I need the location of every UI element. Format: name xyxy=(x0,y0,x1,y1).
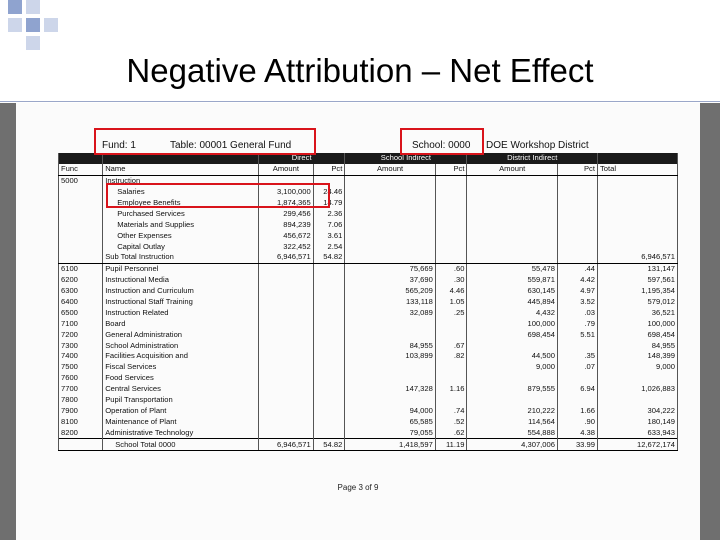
school-pct-cell: .60 xyxy=(435,263,467,274)
direct-pct-cell: 24.46 xyxy=(313,187,345,198)
total-cell xyxy=(597,187,677,198)
func-cell xyxy=(59,208,103,219)
table-row xyxy=(59,286,678,297)
school-pct-cell xyxy=(435,208,467,219)
school-pct-cell: .82 xyxy=(435,351,467,362)
direct-pct-cell: 2.54 xyxy=(313,241,345,252)
direct-pct-cell: 54.82 xyxy=(313,252,345,263)
func-cell xyxy=(59,230,103,241)
func-cell xyxy=(59,252,103,263)
name-cell: Pupil Personnel xyxy=(103,263,259,274)
total-cell: 100,000 xyxy=(597,318,677,329)
district-amount-cell xyxy=(467,230,558,241)
name-cell: Purchased Services xyxy=(103,208,259,219)
direct-amount-cell xyxy=(259,427,314,438)
direct-pct-cell: 54.82 xyxy=(313,439,345,451)
table-row xyxy=(59,318,678,329)
direct-amount-cell xyxy=(259,373,314,384)
total-cell: 304,222 xyxy=(597,405,677,416)
district-pct-cell xyxy=(557,198,597,209)
district-name: DOE Workshop District xyxy=(486,140,589,151)
direct-amount-cell xyxy=(259,416,314,427)
table-row xyxy=(59,275,678,286)
district-pct-cell: 33.99 xyxy=(557,439,597,451)
func-cell: 7600 xyxy=(59,373,103,384)
school-pct-cell: .67 xyxy=(435,340,467,351)
table-row xyxy=(59,219,678,230)
school-pct-cell: .74 xyxy=(435,405,467,416)
school-amount-cell: 565,209 xyxy=(345,286,436,297)
table-row xyxy=(59,351,678,362)
name-cell: Board xyxy=(103,318,259,329)
direct-amount-cell xyxy=(259,263,314,274)
total-cell: 597,561 xyxy=(597,275,677,286)
direct-pct-cell xyxy=(313,351,345,362)
total-cell xyxy=(597,230,677,241)
district-pct-cell xyxy=(557,219,597,230)
name-cell: Salaries xyxy=(103,187,259,198)
total-cell xyxy=(597,198,677,209)
direct-pct-cell: 3.61 xyxy=(313,230,345,241)
func-cell: 7900 xyxy=(59,405,103,416)
school-pct-cell xyxy=(435,362,467,373)
col-name: Name xyxy=(103,164,259,175)
district-amount-cell: 100,000 xyxy=(467,318,558,329)
func-cell: 7500 xyxy=(59,362,103,373)
total-cell: 180,149 xyxy=(597,416,677,427)
direct-pct-cell xyxy=(313,340,345,351)
direct-amount-cell: 1,874,365 xyxy=(259,198,314,209)
title-rule xyxy=(0,101,720,102)
district-pct-cell xyxy=(557,208,597,219)
district-pct-cell: .35 xyxy=(557,351,597,362)
school-pct-cell xyxy=(435,373,467,384)
table-row xyxy=(59,263,678,274)
school-amount-cell: 133,118 xyxy=(345,297,436,308)
district-pct-cell: 3.52 xyxy=(557,297,597,308)
name-cell: Sub Total Instruction xyxy=(103,252,259,263)
school-amount-cell: 32,089 xyxy=(345,307,436,318)
func-cell xyxy=(59,187,103,198)
name-cell: Facilities Acquisition and xyxy=(103,351,259,362)
school-amount-cell xyxy=(345,241,436,252)
deco-square xyxy=(26,18,40,32)
district-amount-cell xyxy=(467,395,558,406)
district-amount-cell: 114,564 xyxy=(467,416,558,427)
table-row xyxy=(59,427,678,438)
district-pct-cell: 1.66 xyxy=(557,405,597,416)
direct-pct-cell xyxy=(313,395,345,406)
table-row xyxy=(59,439,678,451)
name-cell: Instruction Related xyxy=(103,307,259,318)
school-pct-cell xyxy=(435,329,467,340)
func-cell: 6300 xyxy=(59,286,103,297)
school-amount-cell xyxy=(345,362,436,373)
table-row xyxy=(59,416,678,427)
func-cell: 8200 xyxy=(59,427,103,438)
func-cell: 6100 xyxy=(59,263,103,274)
col-direct-pct: Pct xyxy=(313,164,345,175)
direct-amount-cell: 322,452 xyxy=(259,241,314,252)
total-cell: 1,026,883 xyxy=(597,384,677,395)
school-pct-cell xyxy=(435,187,467,198)
fund-label: Fund: 1 xyxy=(102,140,136,151)
school-pct-cell xyxy=(435,175,467,186)
func-cell: 7400 xyxy=(59,351,103,362)
district-pct-cell: 5.51 xyxy=(557,329,597,340)
slide-title: Negative Attribution – Net Effect xyxy=(126,52,594,89)
school-pct-cell xyxy=(435,318,467,329)
table-row xyxy=(59,340,678,351)
district-pct-cell: .44 xyxy=(557,263,597,274)
name-cell: Materials and Supplies xyxy=(103,219,259,230)
school-amount-cell xyxy=(345,219,436,230)
district-amount-cell: 44,500 xyxy=(467,351,558,362)
school-pct-cell xyxy=(435,241,467,252)
col-school-amount: Amount xyxy=(345,164,436,175)
direct-pct-cell xyxy=(313,286,345,297)
direct-pct-cell xyxy=(313,362,345,373)
name-cell: General Administration xyxy=(103,329,259,340)
total-cell: 9,000 xyxy=(597,362,677,373)
name-cell: Other Expenses xyxy=(103,230,259,241)
name-cell: Food Services xyxy=(103,373,259,384)
direct-amount-cell xyxy=(259,275,314,286)
table-row xyxy=(59,241,678,252)
school-pct-cell: 11.19 xyxy=(435,439,467,451)
highlight-fund-table xyxy=(94,128,316,155)
district-pct-cell xyxy=(557,230,597,241)
total-cell: 698,454 xyxy=(597,329,677,340)
school-amount-cell xyxy=(345,208,436,219)
func-cell: 6400 xyxy=(59,297,103,308)
direct-pct-cell xyxy=(313,275,345,286)
direct-amount-cell xyxy=(259,297,314,308)
district-pct-cell: .03 xyxy=(557,307,597,318)
name-cell: Fiscal Services xyxy=(103,362,259,373)
district-amount-cell xyxy=(467,187,558,198)
direct-amount-cell: 6,946,571 xyxy=(259,439,314,451)
district-pct-cell xyxy=(557,175,597,186)
direct-amount-cell: 3,100,000 xyxy=(259,187,314,198)
table-row xyxy=(59,297,678,308)
name-cell: Employee Benefits xyxy=(103,198,259,209)
col-total: Total xyxy=(597,164,677,175)
total-cell: 148,399 xyxy=(597,351,677,362)
school-pct-cell xyxy=(435,252,467,263)
district-amount-cell xyxy=(467,198,558,209)
total-cell xyxy=(597,219,677,230)
func-cell: 7300 xyxy=(59,340,103,351)
school-amount-cell: 79,055 xyxy=(345,427,436,438)
highlight-salaries xyxy=(106,183,330,208)
school-amount-cell: 147,328 xyxy=(345,384,436,395)
school-pct-cell: .30 xyxy=(435,275,467,286)
school-pct-cell: .62 xyxy=(435,427,467,438)
direct-pct-cell xyxy=(313,263,345,274)
school-amount-cell xyxy=(345,252,436,263)
direct-amount-cell xyxy=(259,362,314,373)
total-cell xyxy=(597,241,677,252)
district-amount-cell xyxy=(467,175,558,186)
direct-pct-cell xyxy=(313,329,345,340)
direct-pct-cell: 2.36 xyxy=(313,208,345,219)
col-district-pct: Pct xyxy=(557,164,597,175)
table-row xyxy=(59,230,678,241)
deco-square xyxy=(8,0,22,14)
direct-pct-cell xyxy=(313,318,345,329)
direct-amount-cell xyxy=(259,318,314,329)
table-row xyxy=(59,373,678,384)
district-pct-cell: .07 xyxy=(557,362,597,373)
table-row xyxy=(59,307,678,318)
report-page xyxy=(16,103,700,540)
func-cell: 7100 xyxy=(59,318,103,329)
col-district-amount: Amount xyxy=(467,164,558,175)
func-cell xyxy=(59,219,103,230)
direct-amount-cell xyxy=(259,405,314,416)
name-cell: Instructional Media xyxy=(103,275,259,286)
name-cell: Maintenance of Plant xyxy=(103,416,259,427)
func-cell xyxy=(59,439,103,451)
total-cell: 36,521 xyxy=(597,307,677,318)
total-cell xyxy=(597,395,677,406)
total-cell xyxy=(597,175,677,186)
table-row xyxy=(59,362,678,373)
school-amount-cell: 1,418,597 xyxy=(345,439,436,451)
school-amount-cell xyxy=(345,230,436,241)
deco-square xyxy=(26,36,40,50)
direct-pct-cell: 14.79 xyxy=(313,198,345,209)
func-cell: 6500 xyxy=(59,307,103,318)
district-pct-cell: .90 xyxy=(557,416,597,427)
page-number: Page 3 of 9 xyxy=(337,483,379,492)
school-amount-cell xyxy=(345,198,436,209)
table-row xyxy=(59,329,678,340)
deco-square xyxy=(8,18,22,32)
school-amount-cell: 75,669 xyxy=(345,263,436,274)
direct-amount-cell xyxy=(259,307,314,318)
school-amount-cell xyxy=(345,318,436,329)
district-amount-cell xyxy=(467,241,558,252)
direct-amount-cell: 894,239 xyxy=(259,219,314,230)
school-amount-cell: 65,585 xyxy=(345,416,436,427)
school-amount-cell xyxy=(345,373,436,384)
total-cell: 633,943 xyxy=(597,427,677,438)
district-pct-cell: .79 xyxy=(557,318,597,329)
direct-pct-cell: 7.06 xyxy=(313,219,345,230)
direct-pct-cell xyxy=(313,384,345,395)
school-amount-cell: 84,955 xyxy=(345,340,436,351)
func-cell: 7700 xyxy=(59,384,103,395)
table-row xyxy=(59,208,678,219)
table-row xyxy=(59,395,678,406)
table-row xyxy=(59,405,678,416)
name-cell: Pupil Transportation xyxy=(103,395,259,406)
school-pct-cell: 1.05 xyxy=(435,297,467,308)
direct-amount-cell: 456,672 xyxy=(259,230,314,241)
name-cell: Instruction and Curriculum xyxy=(103,286,259,297)
table-row xyxy=(59,252,678,263)
func-cell: 8100 xyxy=(59,416,103,427)
direct-amount-cell: 299,456 xyxy=(259,208,314,219)
total-cell: 12,672,174 xyxy=(597,439,677,451)
district-pct-cell: 4.38 xyxy=(557,427,597,438)
district-amount-cell: 4,432 xyxy=(467,307,558,318)
district-pct-cell xyxy=(557,373,597,384)
school-amount-cell: 103,899 xyxy=(345,351,436,362)
district-amount-cell: 554,888 xyxy=(467,427,558,438)
district-amount-cell: 55,478 xyxy=(467,263,558,274)
direct-amount-cell xyxy=(259,395,314,406)
func-cell: 6200 xyxy=(59,275,103,286)
direct-amount-cell: 6,946,571 xyxy=(259,252,314,263)
total-cell: 131,147 xyxy=(597,263,677,274)
district-amount-cell xyxy=(467,208,558,219)
func-cell: 7800 xyxy=(59,395,103,406)
district-pct-cell: 4.97 xyxy=(557,286,597,297)
school-amount-cell xyxy=(345,329,436,340)
col-direct-amount: Amount xyxy=(259,164,314,175)
district-pct-cell xyxy=(557,340,597,351)
school-label: School: 0000 xyxy=(412,140,471,151)
district-amount-cell xyxy=(467,373,558,384)
func-cell xyxy=(59,241,103,252)
total-cell: 579,012 xyxy=(597,297,677,308)
district-amount-cell xyxy=(467,219,558,230)
district-pct-cell xyxy=(557,252,597,263)
name-cell: School Administration xyxy=(103,340,259,351)
direct-pct-cell xyxy=(313,297,345,308)
district-amount-cell: 630,145 xyxy=(467,286,558,297)
direct-pct-cell xyxy=(313,373,345,384)
district-amount-cell: 210,222 xyxy=(467,405,558,416)
name-cell: Instructional Staff Training xyxy=(103,297,259,308)
school-amount-cell: 37,690 xyxy=(345,275,436,286)
name-cell: Central Services xyxy=(103,384,259,395)
district-amount-cell: 559,871 xyxy=(467,275,558,286)
district-indirect-header: District Indirect xyxy=(467,153,598,164)
col-school-pct: Pct xyxy=(435,164,467,175)
total-cell: 6,946,571 xyxy=(597,252,677,263)
direct-amount-cell xyxy=(259,340,314,351)
column-header-row xyxy=(59,164,678,175)
name-cell: Instruction xyxy=(103,175,259,186)
school-amount-cell xyxy=(345,175,436,186)
direct-amount-cell xyxy=(259,351,314,362)
total-cell xyxy=(597,373,677,384)
direct-header: Direct xyxy=(259,153,345,164)
name-cell: Capital Outlay xyxy=(103,241,259,252)
district-amount-cell xyxy=(467,340,558,351)
func-cell: 7200 xyxy=(59,329,103,340)
name-cell: Administrative Technology xyxy=(103,427,259,438)
district-pct-cell: 4.42 xyxy=(557,275,597,286)
direct-pct-cell xyxy=(313,307,345,318)
school-pct-cell: 1.16 xyxy=(435,384,467,395)
district-pct-cell xyxy=(557,395,597,406)
direct-pct-cell xyxy=(313,416,345,427)
school-amount-cell xyxy=(345,187,436,198)
func-cell xyxy=(59,198,103,209)
deco-square xyxy=(26,0,40,14)
school-indirect-header: School Indirect xyxy=(345,153,467,164)
school-pct-cell xyxy=(435,395,467,406)
district-amount-cell: 879,555 xyxy=(467,384,558,395)
name-cell: School Total 0000 xyxy=(103,439,259,451)
school-pct-cell xyxy=(435,230,467,241)
table-label: Table: 00001 General Fund xyxy=(170,140,292,151)
table-row xyxy=(59,384,678,395)
district-pct-cell: 6.94 xyxy=(557,384,597,395)
school-pct-cell xyxy=(435,198,467,209)
district-amount-cell: 4,307,006 xyxy=(467,439,558,451)
col-func: Func xyxy=(59,164,103,175)
direct-amount-cell xyxy=(259,384,314,395)
direct-amount-cell xyxy=(259,329,314,340)
school-pct-cell: .25 xyxy=(435,307,467,318)
direct-pct-cell xyxy=(313,405,345,416)
district-amount-cell: 445,894 xyxy=(467,297,558,308)
school-amount-cell: 94,000 xyxy=(345,405,436,416)
district-amount-cell: 698,454 xyxy=(467,329,558,340)
total-cell: 84,955 xyxy=(597,340,677,351)
func-cell: 5000 xyxy=(59,175,103,186)
direct-amount-cell xyxy=(259,286,314,297)
total-cell xyxy=(597,208,677,219)
name-cell: Operation of Plant xyxy=(103,405,259,416)
district-pct-cell xyxy=(557,187,597,198)
district-pct-cell xyxy=(557,241,597,252)
school-pct-cell xyxy=(435,219,467,230)
district-amount-cell: 9,000 xyxy=(467,362,558,373)
district-amount-cell xyxy=(467,252,558,263)
deco-square xyxy=(44,18,58,32)
school-pct-cell: .52 xyxy=(435,416,467,427)
highlight-school xyxy=(400,128,484,155)
school-amount-cell xyxy=(345,395,436,406)
total-cell: 1,195,354 xyxy=(597,286,677,297)
school-pct-cell: 4.46 xyxy=(435,286,467,297)
direct-pct-cell xyxy=(313,427,345,438)
